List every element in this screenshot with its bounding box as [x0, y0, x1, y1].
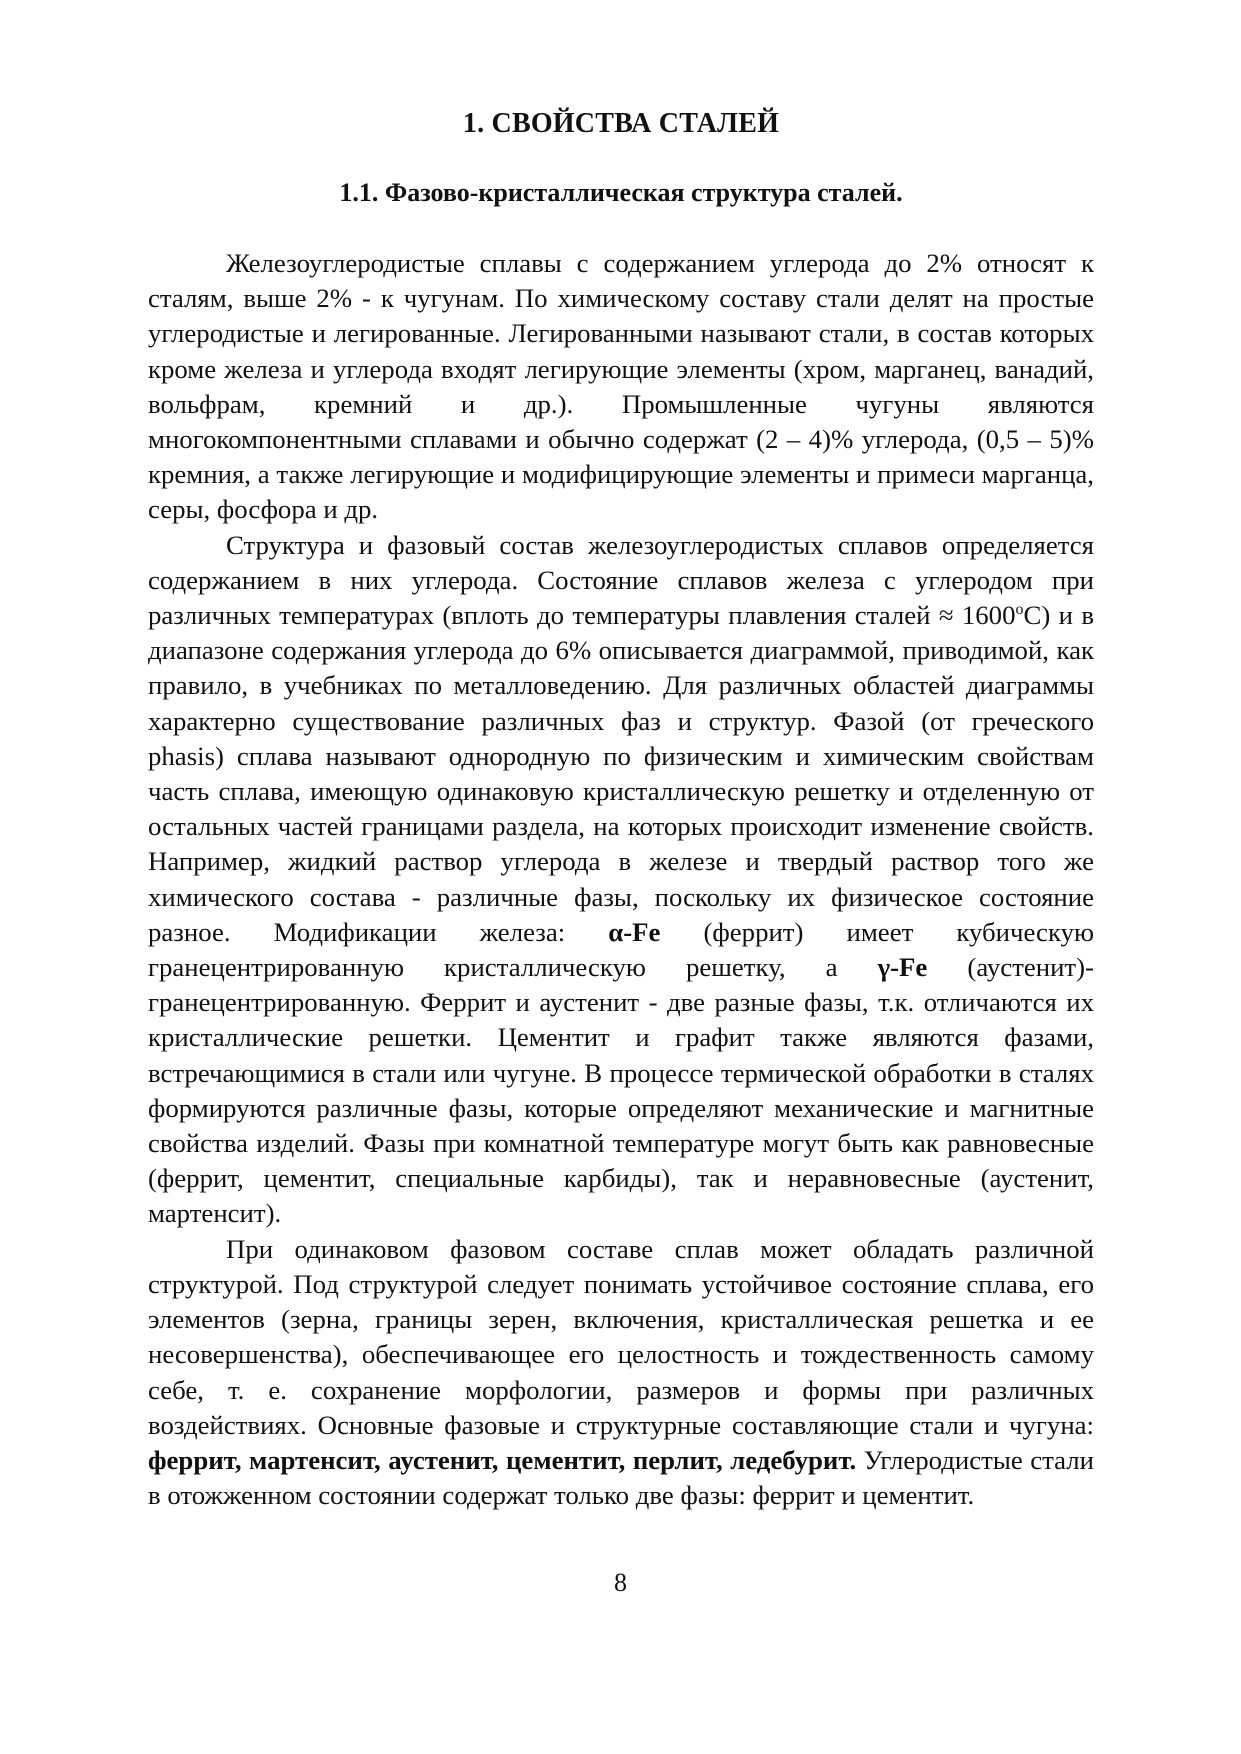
paragraph-2-text-1: Структура и фазовый состав железоуглеродистых сплавов определяется содержанием в них углерода. Состояние сплавов железа с углеродом при различных температурах (вплоть до температуры плавления сталей ≈ 1600	[148, 529, 1094, 631]
chapter-title: 1. СВОЙСТВА СТАЛЕЙ	[462, 108, 780, 139]
document-page	[148, 108, 1094, 1513]
paragraph-2-text-4: (аустенит)- гранецентрированную. Феррит и аустенит - две разные фазы, т.к. отличаются их кристаллические решетки. Цементит и графит также являются фазами, встречающимися в стали или чугуне. В процессе термической обработки в сталях формируются различные фазы, которые определяют механические и магнитные свойства изделий. Фазы при комнатной температуре могут быть как равновесные (феррит, цементит, специальные карбиды), так и неравновесные (аустенит, мартенсит).	[148, 952, 1094, 1229]
paragraph-3-text-2: Углеродистые стали в отожженном состоянии содержат только две фазы: феррит и цементит.	[148, 1444, 1094, 1511]
section-title: 1.1. Фазово-кристаллическая структура сталей.	[339, 178, 903, 207]
paragraph-3-text-1: При одинаковом фазовом составе сплав может обладать различной структурой. Под структурой следует понимать устойчивое состояние сплава, его элементов (зерна, границы зерен, включения, кристаллическая решетка и ее несовершенства), обеспечивающее его целостность и тождественность самому себе, т. е. сохранение морфологии, размеров и формы при различных воздействиях. Основные фазовые и структурные составляющие стали и чугуна:	[148, 1233, 1094, 1440]
paragraph-2-text-2: С) и в диапазоне содержания углерода до 6% описывается диаграммой, приводимой, как правило, в учебниках по металловедению. Для различных областей диаграммы характерно существование различных фаз и структур. Фазой (от греческого phasis) сплава называют однородную по физическим и химическим свойствам часть сплава, имеющую одинаковую кристаллическую решетку и отделенную от остальных частей границами раздела, на которых происходит изменение свойств. Например, жидкий раствор углерода в железе и твердый раствор того же химического состава - различные фазы, поскольку их физическое состояние разное. Модификации железа:	[148, 600, 1094, 947]
paragraph-2-text-3: (феррит) имеет кубическую гранецентрированную кристаллическую решетку, а	[148, 916, 1095, 983]
paragraph-1: Железоуглеродистые сплавы с содержанием углерода до 2% относят к сталям, выше 2% - к чугунам. По химическому составу стали делят на простые углеродистые и легированные. Легированными называют стали, в состав которых кроме железа и углерода входят легирующие элементы (хром, марганец, ванадий, вольфрам, кремний и др.). Промышленные чугуны являются многокомпонентными сплавами и обычно содержат (2 – 4)% углерода, (0,5 – 5)% кремния, а также легирующие и модифицирующие элементы и примеси марганца, серы, фосфора и др.	[148, 248, 1094, 525]
page-number: 8	[614, 1568, 627, 1597]
alpha-fe-term: α-Fe	[608, 916, 661, 947]
gamma-fe-term: γ-Fe	[877, 952, 928, 983]
phase-terms-bold: феррит, мартенсит, аустенит, цементит, перлит, ледебурит.	[148, 1444, 857, 1475]
degree-superscript: o	[1015, 601, 1024, 619]
paragraph-3	[148, 1232, 1094, 1514]
paragraph-2	[148, 528, 1094, 1232]
